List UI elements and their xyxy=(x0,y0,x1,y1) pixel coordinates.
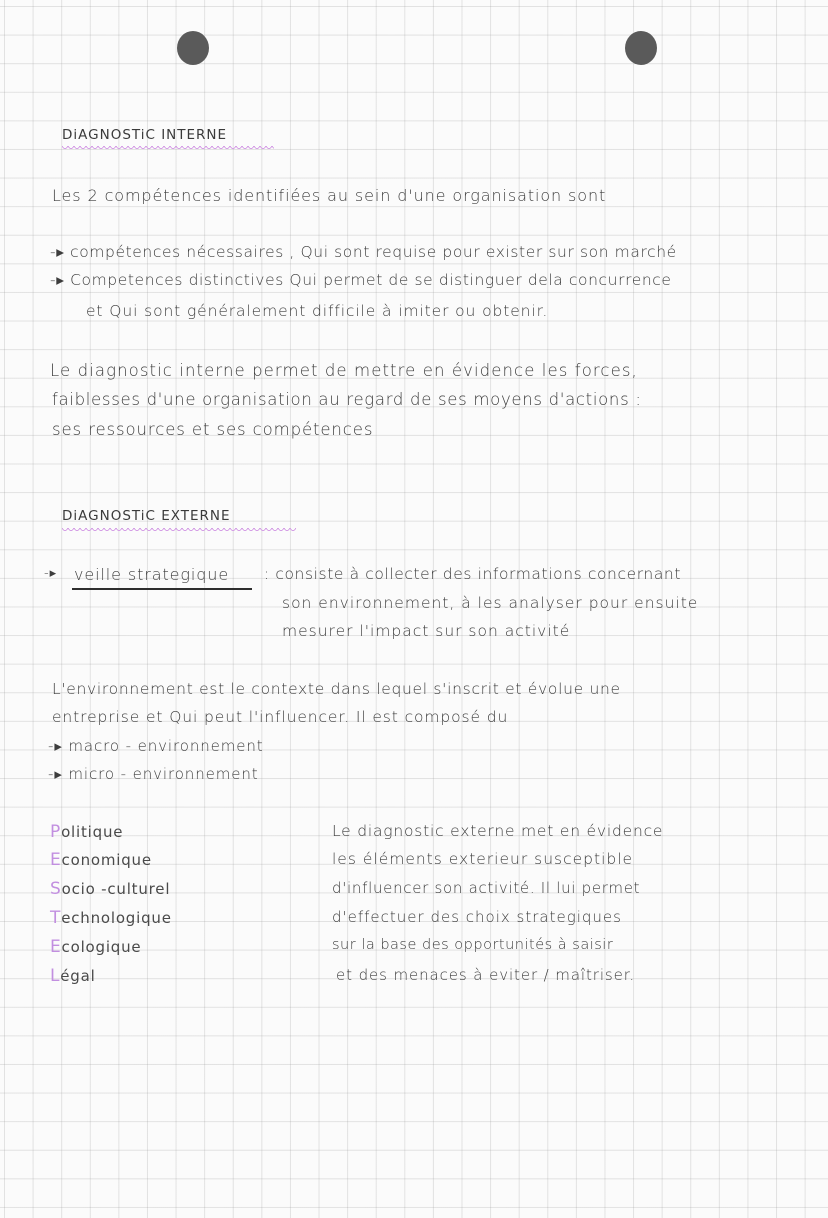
conclusion-6: et des menaces à eviter / maîtriser. xyxy=(336,966,636,984)
bullet-distinctives: -▸ Competences distinctives Qui permet de se distinguer dela concurrence xyxy=(50,271,672,289)
veille-def-3: mesurer l'impact sur son activité xyxy=(282,622,571,640)
punch-hole-right xyxy=(625,31,657,65)
conclusion-2: les éléments exterieur susceptible xyxy=(332,850,634,868)
veille-marker: -▸ xyxy=(44,566,58,581)
pestel-economique: Economique xyxy=(50,850,152,870)
intro-line: Les 2 compétences identifiées au sein d'une organisation sont xyxy=(52,186,607,205)
heading-interne: DiAGNOSTiC INTERNE xyxy=(62,127,228,143)
pestel-legal: Légal xyxy=(50,966,96,986)
conclusion-4: d'effectuer des choix strategiques xyxy=(332,908,622,926)
paragraph-interne-2: faiblesses d'une organisation au regard de ses moyens d'actions : xyxy=(52,390,642,409)
pestel-socio-culturel: Socio -culturel xyxy=(50,879,171,899)
heading-externe: DiAGNOSTiC EXTERNE xyxy=(62,508,231,524)
heading-externe-underline xyxy=(62,528,296,534)
bullet-distinctives-cont: et Qui sont généralement difficile à imiter ou obtenir. xyxy=(86,302,549,320)
veille-def-1: : consiste à collecter des informations concernant xyxy=(264,565,682,583)
veille-def-2: son environnement, à les analyser pour ensuite xyxy=(282,594,699,612)
heading-interne-underline xyxy=(62,146,274,152)
paragraph-interne-1: Le diagnostic interne permet de mettre en évidence les forces, xyxy=(50,361,638,380)
pestel-politique: Politique xyxy=(50,822,124,842)
paragraph-interne-3: ses ressources et ses compétences xyxy=(52,420,374,439)
env-micro: -▸ micro - environnement xyxy=(48,765,259,783)
pestel-ecologique: Ecologique xyxy=(50,937,142,957)
bullet-necessaires: -▸ compétences nécessaires , Qui sont requise pour exister sur son marché xyxy=(50,243,677,261)
conclusion-5: sur la base des opportunités à saisir xyxy=(332,937,614,953)
veille-term: veille strategique xyxy=(74,565,230,584)
env-line-2: entreprise et Qui peut l'influencer. Il est composé du xyxy=(52,708,509,726)
env-macro: -▸ macro - environnement xyxy=(48,737,264,755)
punch-hole-left xyxy=(177,31,209,65)
veille-term-underline xyxy=(72,588,252,590)
conclusion-3: d'influencer son activité. Il lui permet xyxy=(332,879,641,897)
pestel-technologique: Technologique xyxy=(50,908,172,928)
env-line-1: L'environnement est le contexte dans lequel s'inscrit et évolue une xyxy=(52,680,621,698)
conclusion-1: Le diagnostic externe met en évidence xyxy=(332,822,664,840)
